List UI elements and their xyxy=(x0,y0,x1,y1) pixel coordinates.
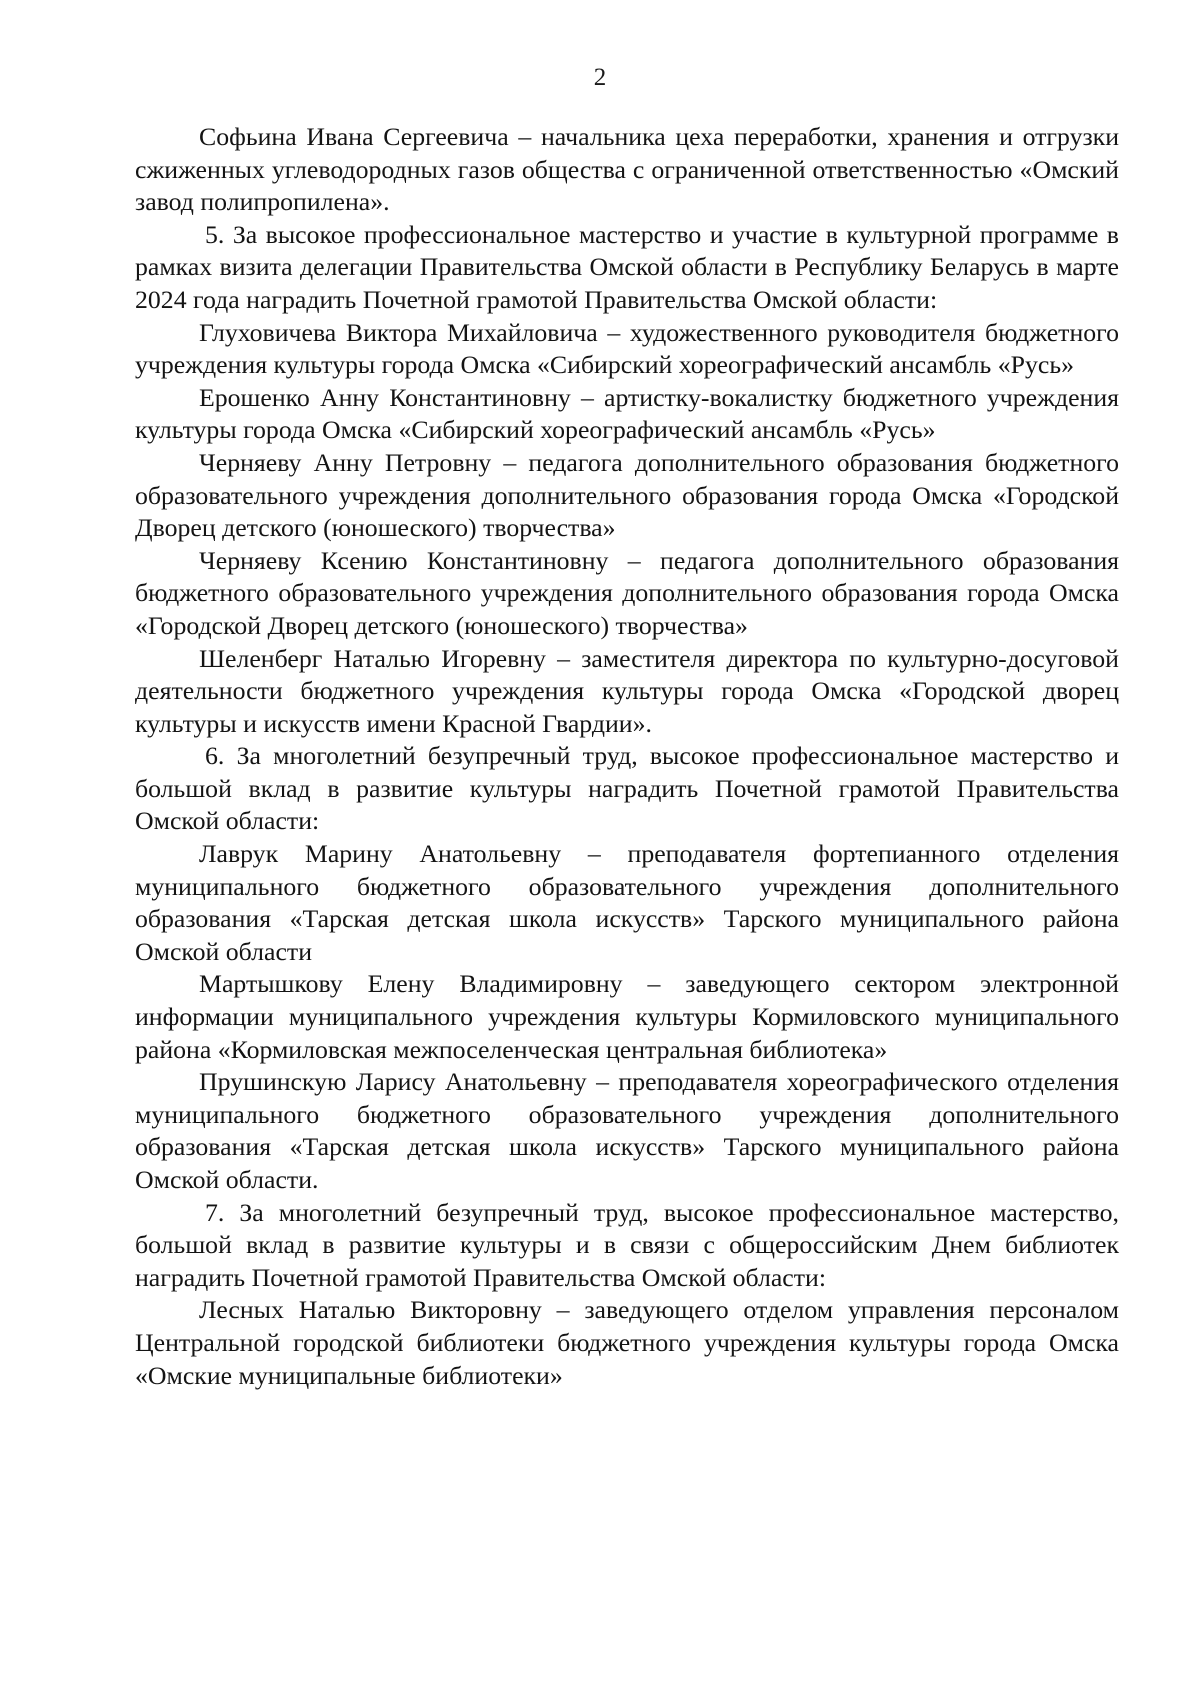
clause-7: 7. За многолетний безупречный труд, высокое профессиональное мастерство, большой вклад в развитие культуры и в связи с общероссийским Днем библиотек наградить Почетной грамотой Правительства Омской области: xyxy=(135,1197,1119,1292)
clause-5: 5. За высокое профессиональное мастерство и участие в культурной программе в рамках визита делегации Правительства Омской области в Республику Беларусь в марте 2024 года наградить Почетной грамотой Правительства Омской области: xyxy=(135,219,1119,314)
award-entry-glukhovichev: Глуховичева Виктора Михайловича – художественного руководителя бюджетного учреждения культуры города Омска «Сибирский хореографический ансамбль «Русь» xyxy=(135,317,1119,380)
award-entry-eroshenko: Ерошенко Анну Константиновну – артистку-вокалистку бюджетного учреждения культуры города Омска «Сибирский хореографический ансамбль «Русь» xyxy=(135,382,1119,445)
award-entry-sofyin: Софьина Ивана Сергеевича – начальника цеха переработки, хранения и отгрузки сжиженных углеводородных газов общества с ограниченной ответственностью «Омский завод полипропилена». xyxy=(135,122,1119,217)
page-number: 2 xyxy=(593,64,607,91)
award-entry-prushinskaya: Прушинскую Ларису Анатольевну – преподавателя хореографического отделения муниципального бюджетного образовательного учреждения дополнительного образования «Тарская детская школа искусств» Тарского муниципального района Омской области. xyxy=(135,1067,1119,1194)
award-entry-lesnykh: Лесных Наталью Викторовну – заведующего отделом управления персоналом Центральной городской библиотеки бюджетного учреждения культуры города Омска «Омские муниципальные библиотеки» xyxy=(135,1295,1119,1390)
award-entry-chernyaeva-kseniya: Черняеву Ксению Константиновну – педагога дополнительного образования бюджетного образовательного учреждения дополнительного образования города Омска «Городской Дворец детского (юношеского) творчества» xyxy=(135,545,1119,640)
award-entry-shelenberg: Шеленберг Наталью Игоревну – заместителя директора по культурно-досуговой деятельности бюджетного учреждения культуры города Омска «Городской дворец культуры и искусств имени Красной Гвардии». xyxy=(135,643,1119,738)
document-body xyxy=(135,121,1119,1392)
clause-6: 6. За многолетний безупречный труд, высокое профессиональное мастерство и большой вклад в развитие культуры наградить Почетной грамотой Правительства Омской области: xyxy=(135,741,1119,836)
award-entry-chernyaeva-anna: Черняеву Анну Петровну – педагога дополнительного образования бюджетного образовательного учреждения дополнительного образования города Омска «Городской Дворец детского (юношеского) творчества» xyxy=(135,447,1119,543)
award-entry-lavruk: Лаврук Марину Анатольевну – преподавателя фортепианного отделения муниципального бюджетного образовательного учреждения дополнительного образования «Тарская детская школа искусств» Тарского муниципального района Омской области xyxy=(135,839,1119,966)
award-entry-martyshkova: Мартышкову Елену Владимировну – заведующего сектором электронной информации муниципального учреждения культуры Кормиловского муниципального района «Кормиловская межпоселенческая центральная библиотека» xyxy=(135,969,1119,1064)
